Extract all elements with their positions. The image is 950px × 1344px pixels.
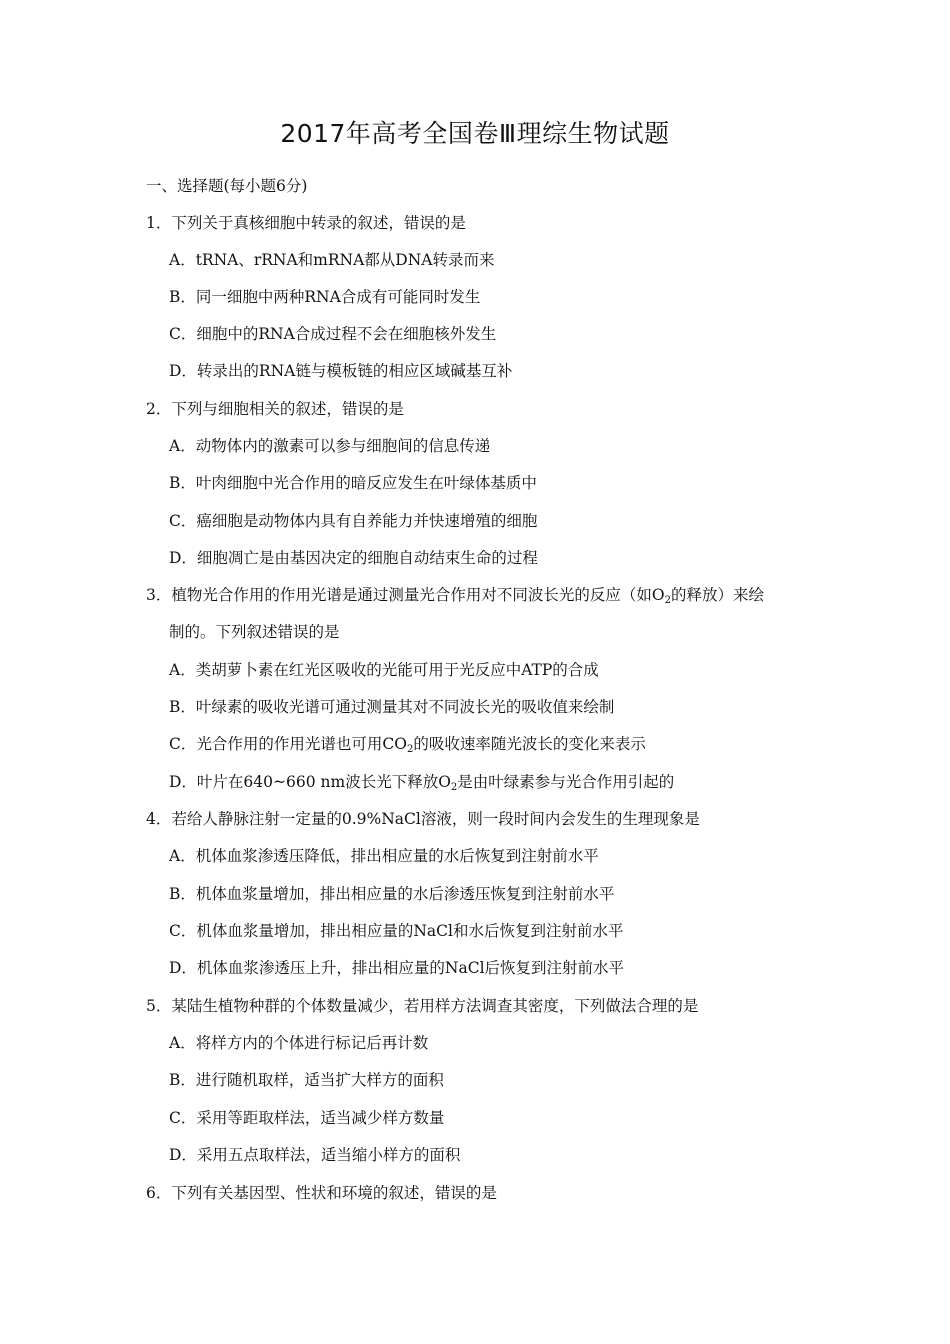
question-1-stem: 1．下列关于真核细胞中转录的叙述，错误的是 (146, 214, 466, 232)
question-3-option-c-part-b: 的吸收速率随光波长的变化来表示 (413, 735, 646, 753)
question-3-option-b: B．叶绿素的吸收光谱可通过测量其对不同波长光的吸收值来绘制 (169, 698, 615, 716)
question-4-option-d: D．机体血浆渗透压上升，排出相应量的NaCl后恢复到注射前水平 (169, 959, 625, 977)
question-3-option-c-part-a: C．光合作用的作用光谱也可用CO (169, 735, 407, 753)
question-5-option-b: B．进行随机取样，适当扩大样方的面积 (169, 1071, 444, 1089)
question-6-stem: 6．下列有关基因型、性状和环境的叙述，错误的是 (146, 1184, 497, 1202)
question-1-option-c: C．细胞中的RNA合成过程不会在细胞核外发生 (169, 325, 497, 343)
question-5-option-a: A．将样方内的个体进行标记后再计数 (169, 1034, 429, 1052)
question-2-option-a: A．动物体内的激素可以参与细胞间的信息传递 (169, 437, 491, 455)
question-2-option-d: D．细胞凋亡是由基因决定的细胞自动结束生命的过程 (169, 549, 538, 567)
subscript: 2 (664, 595, 671, 606)
question-3-option-d (169, 772, 674, 798)
question-2-option-b: B．叶肉细胞中光合作用的暗反应发生在叶绿体基质中 (169, 474, 537, 492)
question-1-option-a: A．tRNA、rRNA和mRNA都从DNA转录而来 (169, 251, 495, 269)
section-heading: 一、选择题(每小题6分) (146, 177, 308, 195)
question-4-option-b: B．机体血浆量增加，排出相应量的水后渗透压恢复到注射前水平 (169, 885, 615, 903)
question-1-option-d: D．转录出的RNA链与模板链的相应区域碱基互补 (169, 362, 513, 380)
question-5-option-d: D．采用五点取样法，适当缩小样方的面积 (169, 1146, 461, 1164)
question-1-option-b: B．同一细胞中两种RNA合成有可能同时发生 (169, 288, 481, 306)
question-3-option-d-part-a: D．叶片在640~660 nm波长光下释放O (169, 773, 451, 791)
question-4-option-c: C．机体血浆量增加，排出相应量的NaCl和水后恢复到注射前水平 (169, 922, 624, 940)
question-2-stem: 2．下列与细胞相关的叙述，错误的是 (146, 400, 404, 418)
question-3-stem-part-b: 的释放）来绘 (670, 586, 764, 604)
subscript: 2 (406, 744, 414, 755)
question-2-option-c: C．癌细胞是动物体内具有自养能力并快速增殖的细胞 (169, 512, 538, 530)
question-3-option-d-part-b: 是由叶绿素参与光合作用引起的 (457, 773, 675, 791)
subscript: 2 (450, 782, 458, 793)
question-3-stem-continuation: 制的。下列叙述错误的是 (169, 623, 340, 641)
question-3-stem-part-a: 3．植物光合作用的作用光谱是通过测量光合作用对不同波长光的反应（如O (146, 586, 665, 604)
question-5-option-c: C．采用等距取样法，适当减少样方数量 (169, 1109, 445, 1127)
question-3-option-a: A．类胡萝卜素在红光区吸收的光能可用于光反应中ATP的合成 (169, 661, 599, 679)
question-3-stem (146, 585, 764, 611)
question-4-option-a: A．机体血浆渗透压降低，排出相应量的水后恢复到注射前水平 (169, 847, 599, 865)
document-title: 2017年高考全国卷Ⅲ理综生物试题 (280, 119, 670, 148)
question-5-stem: 5．某陆生植物种群的个体数量减少，若用样方法调查其密度，下列做法合理的是 (146, 997, 699, 1015)
question-4-stem: 4．若给人静脉注射一定量的0.9%NaCl溶液，则一段时间内会发生的生理现象是 (146, 810, 700, 828)
question-3-option-c (169, 734, 646, 760)
